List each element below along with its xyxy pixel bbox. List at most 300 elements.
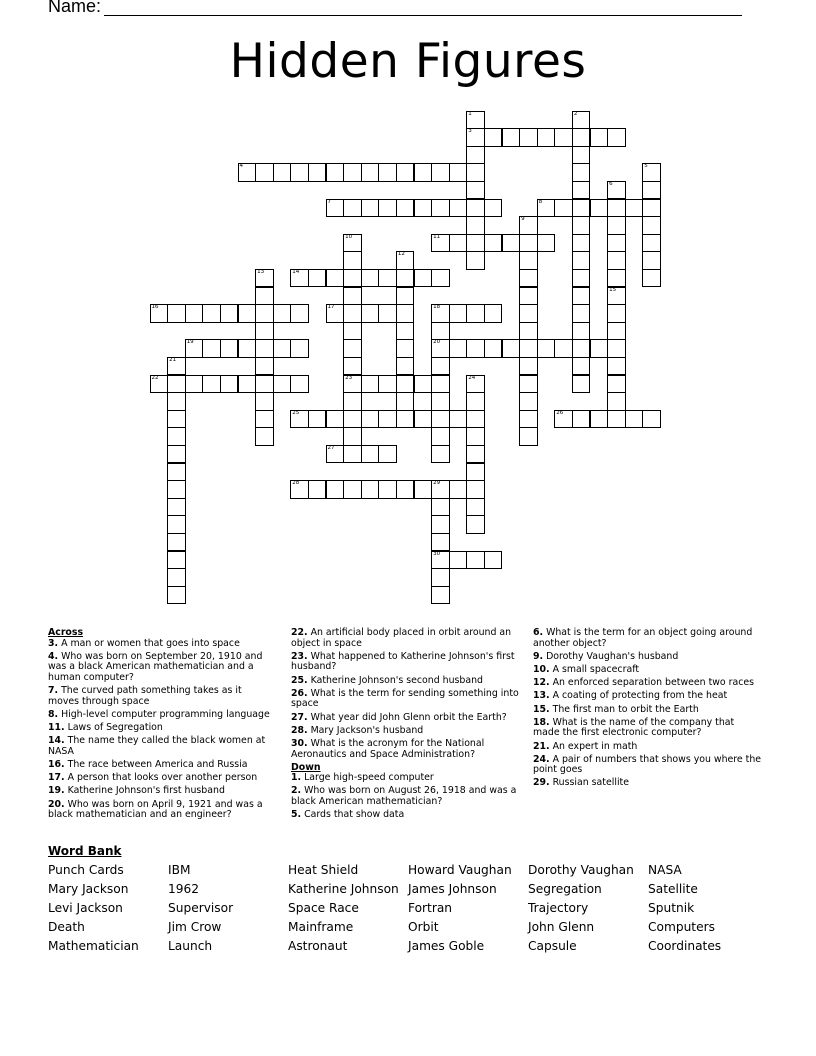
grid-cell[interactable] [343,322,362,341]
cell-number: 12 [397,251,405,258]
cell-number: 22 [151,374,159,381]
grid-cell[interactable] [255,357,274,376]
grid-cell[interactable] [343,392,362,411]
grid-cell[interactable] [343,269,362,288]
grid-cell[interactable] [519,339,538,358]
grid-cell[interactable] [572,304,591,323]
grid-cell[interactable] [290,410,309,429]
clue-item [48,760,270,771]
grid-cell[interactable] [343,199,362,218]
grid-cell[interactable] [343,339,362,358]
grid-cell[interactable] [396,480,415,499]
grid-cell[interactable] [308,410,327,429]
grid-cell[interactable] [466,251,485,270]
grid-cell[interactable] [167,568,186,587]
cell-number: 9 [521,216,525,223]
grid-cell[interactable] [431,515,450,534]
grid-cell[interactable] [361,445,380,464]
grid-cell[interactable] [255,392,274,411]
grid-cell[interactable] [607,357,626,376]
grid-cell[interactable] [572,375,591,394]
grid-cell[interactable] [642,410,661,429]
clue-text: Who was born on August 26, 1918 and was a black American mathematician? [291,785,517,808]
grid-cell[interactable] [519,304,538,323]
clue-number: 27. [291,711,308,723]
grid-cell[interactable] [537,199,556,218]
grid-cell[interactable] [167,375,186,394]
grid-cell[interactable] [167,445,186,464]
word-bank-word: Launch [168,939,213,953]
grid-cell[interactable] [255,322,274,341]
cell-number: 29 [433,480,441,487]
grid-cell[interactable] [572,181,591,200]
grid-cell[interactable] [466,234,485,253]
grid-cell[interactable] [519,375,538,394]
grid-cell[interactable] [607,375,626,394]
grid-cell[interactable] [326,304,345,323]
grid-cell[interactable] [466,304,485,323]
grid-cell[interactable] [396,287,415,306]
grid-cell[interactable] [361,304,380,323]
grid-cell[interactable] [326,480,345,499]
cell-number: 8 [538,198,543,205]
grid-cell[interactable] [185,304,204,323]
grid-cell[interactable] [431,392,450,411]
grid-cell[interactable] [642,163,661,182]
grid-cell[interactable] [519,287,538,306]
grid-cell[interactable] [466,181,485,200]
grid-cell[interactable] [414,375,433,394]
grid-cell[interactable] [466,163,485,182]
grid-cell[interactable] [466,392,485,411]
grid-cell[interactable] [466,339,485,358]
grid-cell[interactable] [308,163,327,182]
cell-number: 20 [433,339,441,346]
grid-cell[interactable] [519,410,538,429]
clue-item [533,691,763,702]
clue-item [533,742,763,753]
grid-cell[interactable] [572,339,591,358]
clue-number: 12. [533,677,550,689]
grid-cell[interactable] [466,427,485,446]
clue-number: 2. [291,785,302,797]
grid-cell[interactable] [431,163,450,182]
grid-cell[interactable] [290,163,309,182]
grid-cell[interactable] [607,304,626,323]
grid-cell[interactable] [484,128,503,147]
grid-cell[interactable] [572,216,591,235]
grid-cell[interactable] [273,375,292,394]
grid-cell[interactable] [326,410,345,429]
grid-cell[interactable] [449,304,468,323]
grid-cell[interactable] [449,199,468,218]
grid-cell[interactable] [414,269,433,288]
grid-cell[interactable] [519,128,538,147]
grid-cell[interactable] [484,339,503,358]
grid-cell[interactable] [150,375,169,394]
grid-cell[interactable] [361,480,380,499]
grid-cell[interactable] [572,111,591,130]
grid-cell[interactable] [202,339,221,358]
grid-cell[interactable] [431,551,450,570]
grid-cell[interactable] [554,410,573,429]
grid-cell[interactable] [572,146,591,165]
grid-cell[interactable] [343,304,362,323]
clue-item [533,678,763,689]
grid-cell[interactable] [466,375,485,394]
grid-cell[interactable] [484,199,503,218]
grid-cell[interactable] [554,199,573,218]
clue-item [533,755,763,776]
cell-number: 16 [151,304,159,311]
grid-cell[interactable] [642,251,661,270]
grid-cell[interactable] [466,498,485,517]
word-bank-word: Death [48,920,85,934]
grid-cell[interactable] [607,128,626,147]
grid-cell[interactable] [466,551,485,570]
grid-cell[interactable] [537,234,556,253]
grid-cell[interactable] [607,322,626,341]
grid-cell[interactable] [607,287,626,306]
clue-number: 19. [48,785,65,797]
grid-cell[interactable] [431,269,450,288]
grid-cell[interactable] [642,216,661,235]
grid-cell[interactable] [642,269,661,288]
grid-cell[interactable] [607,251,626,270]
grid-cell[interactable] [238,339,257,358]
grid-cell[interactable] [273,339,292,358]
grid-cell[interactable] [590,339,609,358]
grid-cell[interactable] [185,375,204,394]
grid-cell[interactable] [466,480,485,499]
grid-cell[interactable] [343,445,362,464]
grid-cell[interactable] [607,199,626,218]
grid-cell[interactable] [431,357,450,376]
grid-cell[interactable] [607,392,626,411]
grid-cell[interactable] [519,357,538,376]
clue-item [48,786,270,797]
clue-text: Large high-speed computer [301,772,434,784]
clue-item [533,718,763,739]
grid-cell[interactable] [202,375,221,394]
grid-cell[interactable] [167,357,186,376]
clue-item [48,723,270,734]
clue-item [291,628,521,649]
grid-cell[interactable] [361,410,380,429]
grid-cell[interactable] [167,586,186,605]
grid-cell[interactable] [326,445,345,464]
grid-cell[interactable] [431,410,450,429]
grid-cell[interactable] [572,410,591,429]
grid-cell[interactable] [590,128,609,147]
grid-cell[interactable] [343,480,362,499]
grid-cell[interactable] [537,339,556,358]
clue-number: 29. [533,777,550,789]
grid-cell[interactable] [431,322,450,341]
grid-cell[interactable] [572,322,591,341]
grid-cell[interactable] [255,427,274,446]
grid-cell[interactable] [396,339,415,358]
grid-cell[interactable] [326,199,345,218]
grid-cell[interactable] [537,128,556,147]
grid-cell[interactable] [150,304,169,323]
grid-cell[interactable] [519,269,538,288]
grid-cell[interactable] [519,322,538,341]
grid-cell[interactable] [185,339,204,358]
grid-cell[interactable] [378,269,397,288]
grid-cell[interactable] [378,304,397,323]
grid-cell[interactable] [449,339,468,358]
grid-cell[interactable] [167,463,186,482]
grid-cell[interactable] [502,339,521,358]
grid-cell[interactable] [167,515,186,534]
grid-cell[interactable] [642,199,661,218]
grid-cell[interactable] [378,375,397,394]
clue-text: The race between America and Russia [64,759,248,771]
grid-cell[interactable] [238,304,257,323]
cell-number: 3 [468,128,472,135]
grid-cell[interactable] [466,199,485,218]
grid-cell[interactable] [378,480,397,499]
cell-number: 10 [345,233,353,240]
grid-cell[interactable] [431,445,450,464]
grid-cell[interactable] [466,128,485,147]
grid-cell[interactable] [273,304,292,323]
word-bank-word: John Glenn [528,920,595,934]
grid-cell[interactable] [431,427,450,446]
grid-cell[interactable] [466,146,485,165]
grid-cell[interactable] [607,181,626,200]
clue-item [48,686,270,707]
clue-text: An expert in math [549,740,638,752]
word-bank-word: Mainframe [288,920,354,934]
grid-cell[interactable] [502,128,521,147]
grid-cell[interactable] [326,269,345,288]
word-bank-word: Supervisor [168,901,234,915]
clue-number: 17. [48,772,65,784]
clue-item [48,773,270,784]
grid-cell[interactable] [431,199,450,218]
grid-cell[interactable] [343,410,362,429]
grid-cell[interactable] [255,269,274,288]
grid-cell[interactable] [290,304,309,323]
grid-cell[interactable] [167,304,186,323]
grid-cell[interactable] [414,199,433,218]
grid-cell[interactable] [625,199,644,218]
grid-cell[interactable] [290,375,309,394]
grid-cell[interactable] [255,410,274,429]
grid-cell[interactable] [607,216,626,235]
grid-cell[interactable] [431,304,450,323]
cell-number: 2 [573,110,578,117]
grid-cell[interactable] [202,304,221,323]
grid-cell[interactable] [220,304,239,323]
down-heading: Down [291,761,321,773]
grid-cell[interactable] [308,269,327,288]
grid-cell[interactable] [431,375,450,394]
grid-cell[interactable] [572,128,591,147]
grid-cell[interactable] [273,163,292,182]
grid-cell[interactable] [519,251,538,270]
grid-cell[interactable] [449,163,468,182]
grid-cell[interactable] [554,128,573,147]
word-bank-word: Sputnik [648,901,695,915]
grid-cell[interactable] [343,287,362,306]
grid-cell[interactable] [396,392,415,411]
word-bank-column [408,861,512,956]
grid-cell[interactable] [431,498,450,517]
grid-cell[interactable] [519,234,538,253]
grid-cell[interactable] [343,427,362,446]
grid-cell[interactable] [167,533,186,552]
grid-cell[interactable] [572,287,591,306]
grid-cell[interactable] [449,480,468,499]
clue-text: Cards that show data [301,809,405,821]
grid-cell[interactable] [466,445,485,464]
grid-cell[interactable] [519,392,538,411]
grid-cell[interactable] [396,163,415,182]
grid-cell[interactable] [167,410,186,429]
grid-cell[interactable] [466,410,485,429]
grid-cell[interactable] [449,551,468,570]
grid-cell[interactable] [220,375,239,394]
grid-cell[interactable] [484,551,503,570]
grid-cell[interactable] [396,199,415,218]
grid-cell[interactable] [607,269,626,288]
grid-cell[interactable] [343,251,362,270]
grid-cell[interactable] [343,163,362,182]
grid-cell[interactable] [255,375,274,394]
grid-cell[interactable] [361,375,380,394]
word-bank-word: Katherine Johnson [288,882,399,896]
grid-cell[interactable] [255,304,274,323]
grid-cell[interactable] [378,410,397,429]
grid-cell[interactable] [255,287,274,306]
grid-cell[interactable] [343,375,362,394]
clue-text: The curved path something takes as it moves through space [48,685,242,707]
grid-cell[interactable] [466,216,485,235]
grid-cell[interactable] [519,216,538,235]
grid-cell[interactable] [414,480,433,499]
grid-cell[interactable] [572,269,591,288]
grid-cell[interactable] [554,339,573,358]
cell-number: 19 [186,339,194,346]
grid-cell[interactable] [431,533,450,552]
grid-cell[interactable] [590,410,609,429]
grid-cell[interactable] [431,234,450,253]
word-bank-column [168,861,233,956]
clue-number: 18. [533,716,550,728]
grid-cell[interactable] [396,375,415,394]
grid-cell[interactable] [308,480,327,499]
word-bank-word: Capsule [528,939,577,953]
grid-cell[interactable] [396,251,415,270]
grid-cell[interactable] [220,339,239,358]
grid-cell[interactable] [642,181,661,200]
grid-cell[interactable] [361,163,380,182]
clue-text: Laws of Segregation [64,722,163,734]
grid-cell[interactable] [396,322,415,341]
grid-cell[interactable] [378,199,397,218]
grid-cell[interactable] [396,304,415,323]
grid-cell[interactable] [431,568,450,587]
word-bank-word: Trajectory [528,901,589,915]
grid-cell[interactable] [361,269,380,288]
grid-cell[interactable] [343,357,362,376]
grid-cell[interactable] [255,339,274,358]
grid-cell[interactable] [238,163,257,182]
grid-cell[interactable] [396,269,415,288]
grid-cell[interactable] [414,163,433,182]
grid-cell[interactable] [607,410,626,429]
grid-cell[interactable] [167,480,186,499]
clue-text: A pair of numbers that shows you where the point goes [533,753,762,776]
grid-cell[interactable] [484,304,503,323]
grid-cell[interactable] [484,234,503,253]
grid-cell[interactable] [414,410,433,429]
grid-cell[interactable] [642,234,661,253]
grid-cell[interactable] [502,234,521,253]
word-bank-word: Mathematician [48,939,139,953]
grid-cell[interactable] [290,480,309,499]
clue-item [291,689,521,710]
grid-cell[interactable] [607,339,626,358]
clue-number: 16. [48,759,65,771]
grid-cell[interactable] [572,163,591,182]
grid-cell[interactable] [343,234,362,253]
grid-cell[interactable] [466,463,485,482]
word-bank-word: James Goble [408,939,485,953]
across-heading: Across [48,627,84,638]
grid-cell[interactable] [466,111,485,130]
clue-column-2 [291,628,521,823]
grid-cell[interactable] [431,586,450,605]
grid-cell[interactable] [572,199,591,218]
grid-cell[interactable] [625,410,644,429]
grid-cell[interactable] [449,234,468,253]
grid-cell[interactable] [431,480,450,499]
grid-cell[interactable] [607,234,626,253]
grid-cell[interactable] [167,392,186,411]
grid-cell[interactable] [572,251,591,270]
clue-item [533,652,763,663]
grid-cell[interactable] [590,199,609,218]
grid-cell[interactable] [431,339,450,358]
grid-cell[interactable] [167,427,186,446]
grid-cell[interactable] [519,427,538,446]
grid-cell[interactable] [378,445,397,464]
grid-cell[interactable] [167,498,186,517]
grid-cell[interactable] [290,269,309,288]
clue-item [48,652,270,684]
grid-cell[interactable] [290,339,309,358]
clue-text: Mary Jackson's husband [307,724,424,736]
grid-cell[interactable] [167,551,186,570]
grid-cell[interactable] [255,163,274,182]
grid-cell[interactable] [361,199,380,218]
grid-cell[interactable] [238,375,257,394]
cell-number: 23 [345,374,353,381]
grid-cell[interactable] [378,163,397,182]
grid-cell[interactable] [572,357,591,376]
cell-number: 15 [609,286,617,293]
grid-cell[interactable] [466,515,485,534]
grid-cell[interactable] [396,410,415,429]
grid-cell[interactable] [396,357,415,376]
grid-cell[interactable] [572,234,591,253]
grid-cell[interactable] [326,163,345,182]
grid-cell[interactable] [449,410,468,429]
